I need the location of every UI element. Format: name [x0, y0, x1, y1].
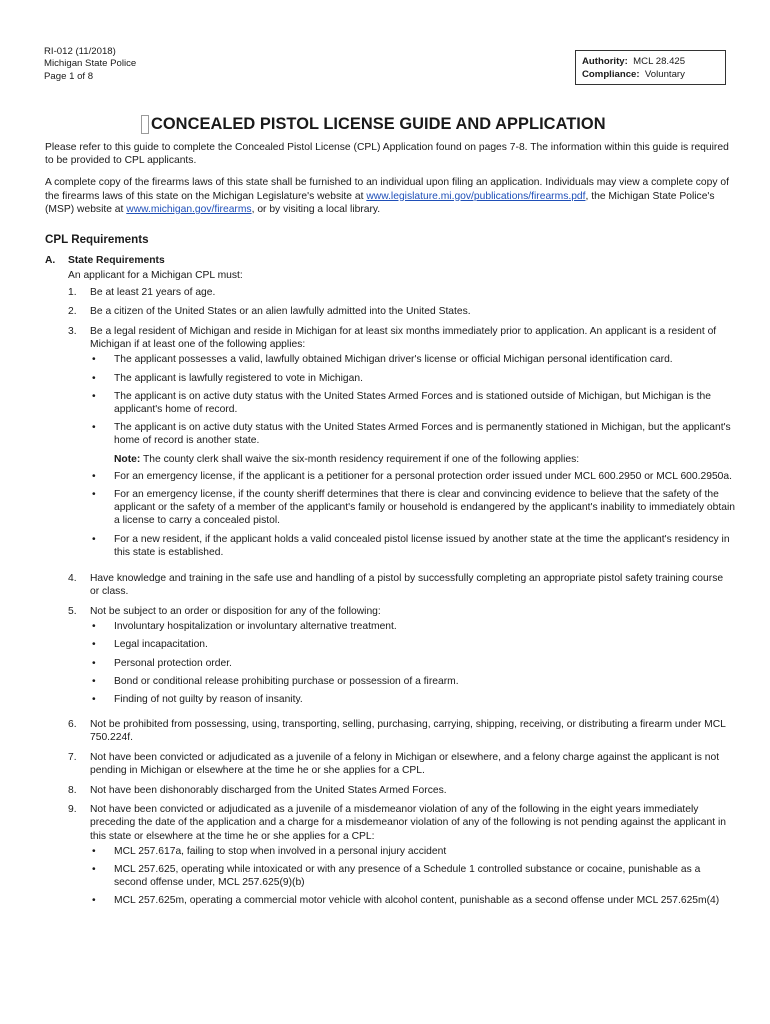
note-label: Note: [114, 453, 141, 465]
list-item: • Involuntary hospitalization or involuntary alternative treatment. [92, 621, 397, 633]
authority-value: MCL 28.425 [633, 56, 686, 67]
misdemeanor-bullets [90, 845, 735, 908]
bullet-icon: • [92, 621, 96, 633]
requirement-item-3 [68, 325, 735, 564]
laws-text-3: , or by visiting a local library. [251, 203, 381, 215]
bullet-icon: • [92, 675, 96, 687]
bullet-icon: • [92, 657, 96, 669]
legislature-link[interactable]: www.legislature.mi.gov/publications/firearms.pdf [366, 190, 586, 202]
item-number: 7. [68, 751, 77, 763]
residency-note [114, 453, 735, 466]
list-item: • MCL 257.625m, operating a commercial motor vehicle with alcohol content, punishable as a second offense under MCL 257.625m(4) [92, 895, 720, 907]
laws-text-2: , the Michigan State Police's (MSP) website at [45, 190, 715, 215]
state-requirements-heading [45, 254, 735, 267]
page-number: Page 1 of 8 [44, 70, 94, 82]
bullet-icon: • [92, 694, 96, 705]
residency-bullets [90, 353, 735, 559]
title-row [141, 114, 606, 134]
note-text: The county clerk shall waive the six-month residency requirement if one of the following applies: [140, 453, 580, 465]
list-item: • For a new resident, if the applicant holds a valid concealed pistol license issued by another state at the time the applicant's residency in this state is established. [92, 533, 730, 558]
item-number: 8. [68, 784, 77, 796]
bullet-icon: • [92, 372, 96, 384]
item-number: 6. [68, 718, 77, 730]
bullet-icon: • [92, 422, 96, 434]
list-item: • The applicant possesses a valid, lawfully obtained Michigan driver's license or official Michigan personal identification card. [92, 354, 673, 366]
cpl-requirements-heading: CPL Requirements [45, 233, 149, 247]
form-header [44, 46, 136, 83]
main-content [45, 141, 735, 919]
item-text: Be at least 21 years of age. [90, 286, 216, 298]
item-text: Be a citizen of the United States or an alien lawfully admitted into the United States. [90, 306, 471, 318]
item-text: Not be subject to an order or disposition for any of the following: [90, 605, 381, 617]
authority-box [575, 50, 726, 85]
subsection-letter: A. [45, 255, 56, 267]
list-item: • The applicant is on active duty status with the United States Armed Forces and is permanently stationed in Michigan, but the applicant's home of record is another state. [92, 422, 731, 447]
compliance-label: Compliance: [582, 69, 640, 80]
bullet-icon: • [92, 864, 96, 876]
item-text: Not be prohibited from possessing, using, transporting, selling, purchasing, carrying, shipping, receiving, or distributing a firearm under MCL 750.224f. [90, 718, 726, 743]
list-item: • MCL 257.625, operating while intoxicated or with any presence of a Schedule 1 controlled substance or cocaine, punishable as a second offense under, MCL 257.625(9)(b) [92, 864, 701, 889]
item-number: 5. [68, 605, 77, 617]
bullet-icon: • [92, 895, 96, 907]
form-number: RI-012 (11/2018) [44, 46, 116, 57]
requirement-item-7 [68, 751, 735, 777]
bullet-icon: • [92, 533, 96, 545]
list-item: • The applicant is lawfully registered to vote in Michigan. [92, 372, 363, 384]
item-text: Not have been dishonorably discharged from the United States Armed Forces. [90, 784, 447, 796]
title-placeholder-box [141, 115, 149, 134]
list-item: • Personal protection order. [92, 657, 232, 669]
item-text: Have knowledge and training in the safe use and handling of a pistol by successfully completing an appropriate pistol safety training course or class. [90, 573, 724, 598]
list-item: • MCL 257.617a, failing to stop when involved in a personal injury accident [92, 845, 447, 857]
item-number: 9. [68, 804, 77, 816]
item-number: 1. [68, 286, 77, 298]
item-text: Not have been convicted or adjudicated as a juvenile of a felony in Michigan or elsewhere, and a felony charge against the applicant is not pending in Michigan or elsewhere at the time he or she applies for a CPL. [90, 751, 720, 776]
requirement-item-8 [68, 784, 735, 797]
list-item: • The applicant is on active duty status with the United States Armed Forces and is stationed outside of Michigan, but Michigan is the applicant's home of record. [92, 390, 711, 416]
item-text: Not have been convicted or adjudicated as a juvenile of a misdemeanor violation of any of the following in the eight years immediately preceding the date of the application and a charge for a misdemeanor violation of any of the following is not pending against the applicant in this state or elsewhere at the time he or she applies for a CPL: [90, 804, 726, 842]
list-item: • For an emergency license, if the county sheriff determines that there is clear and convincing evidence to believe that the safety of the applicant or the safety of a member of the applicant's family or household is endangered by the applicant's inability to immediately obtain a license to carry a concealed pistol. [92, 489, 735, 527]
requirement-item-4 [68, 572, 735, 598]
intro-paragraph: Please refer to this guide to complete the Concealed Pistol License (CPL) Application found on pages 7-8. The information within this guide is required to be provided to CPL applicants. [45, 142, 729, 167]
requirement-item-2 [68, 305, 735, 318]
list-item: • Bond or conditional release prohibiting purchase or possession of a firearm. [92, 675, 459, 687]
item-text: Be a legal resident of Michigan and reside in Michigan for at least six months immediately prior to application. An applicant is a resident of Michigan if at least one of the following applies: [90, 326, 717, 351]
order-bullets [90, 620, 735, 706]
bullet-icon: • [92, 354, 96, 366]
item-number: 3. [68, 326, 77, 338]
item-number: 4. [68, 573, 77, 585]
subsection-title: State Requirements [68, 255, 165, 267]
authority-label: Authority: [582, 56, 628, 67]
laws-paragraph [45, 176, 735, 216]
requirements-intro: An applicant for a Michigan CPL must: [68, 270, 243, 282]
requirement-item-5 [68, 605, 735, 711]
msp-firearms-link[interactable]: www.michigan.gov/firearms [126, 203, 252, 215]
item-number: 2. [68, 306, 77, 318]
list-item: • For an emergency license, if the applicant is a petitioner for a personal protection order issued under MCL 600.2950 or MCL 600.2950a. [92, 470, 732, 482]
page-title: CONCEALED PISTOL LICENSE GUIDE AND APPLICATION [151, 114, 606, 133]
requirement-item-6 [68, 718, 735, 744]
bullet-icon: • [92, 489, 96, 501]
list-item: • Legal incapacitation. [92, 639, 208, 651]
laws-text-1: A complete copy of the firearms laws of this state shall be furnished to an individual upon filing an application. Individuals may view a complete copy of the firearms laws of this state on the Michigan Legislature's website at [45, 177, 729, 202]
agency-name: Michigan State Police [44, 58, 137, 70]
compliance-value: Voluntary [644, 69, 685, 80]
bullet-icon: • [92, 845, 96, 857]
list-item: • Finding of not guilty by reason of insanity. [92, 694, 303, 705]
requirement-item-1 [68, 286, 735, 299]
requirement-item-9 [68, 803, 735, 912]
bullet-icon: • [92, 639, 96, 651]
bullet-icon: • [92, 470, 96, 482]
bullet-icon: • [92, 390, 96, 402]
